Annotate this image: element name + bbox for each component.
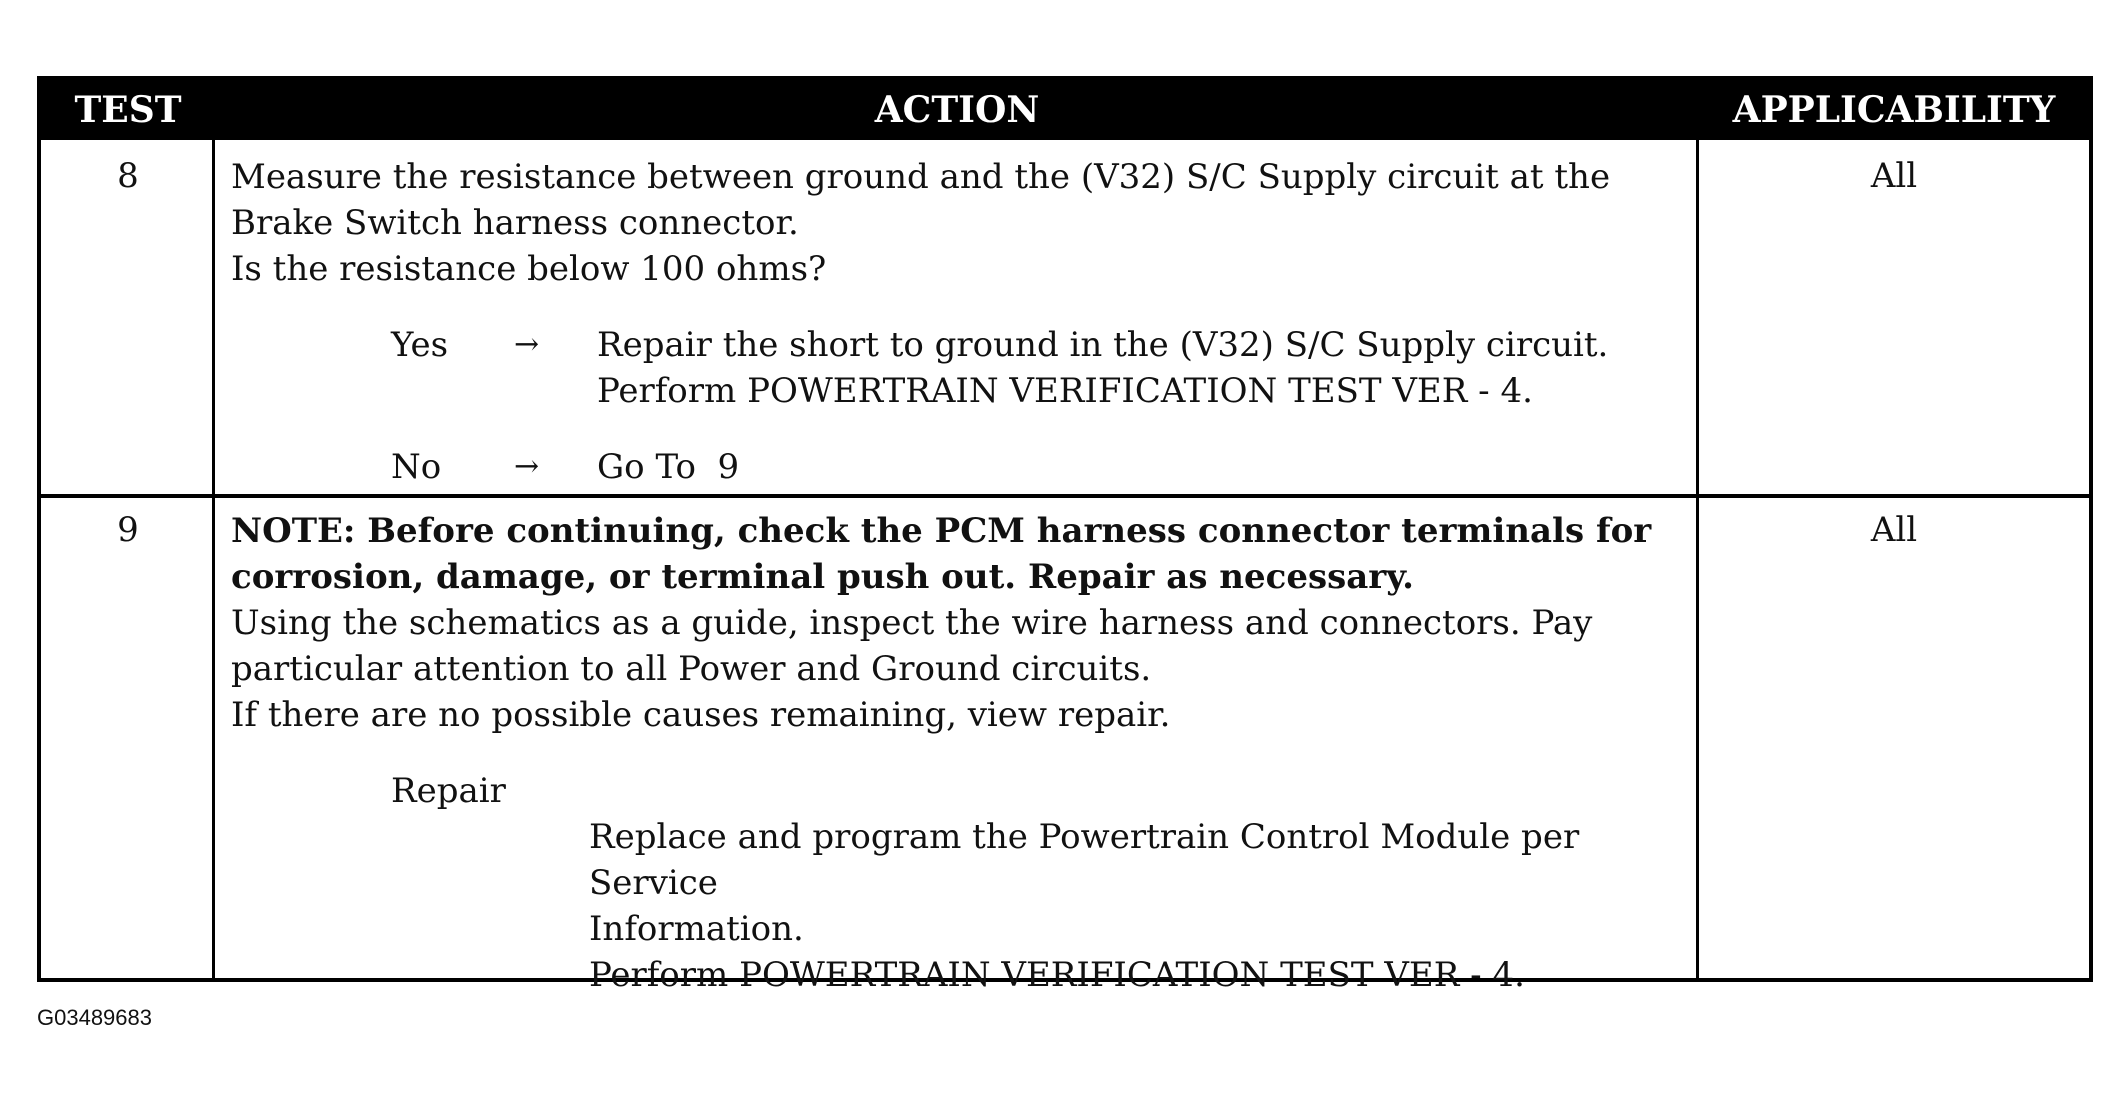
no-response	[231, 444, 1688, 490]
header-applicability: APPLICABILITY	[1732, 89, 2056, 131]
header-test: TEST	[74, 89, 182, 131]
yes-action	[597, 322, 1608, 414]
repair-label: Repair	[391, 771, 506, 811]
yes-action-line: Repair the short to ground in the (V32) S/C Supply circuit.	[597, 325, 1609, 365]
table-row-test-8	[41, 140, 2089, 494]
no-label: No	[391, 447, 442, 487]
repair-line: Perform POWERTRAIN VERIFICATION TEST VER - 4.	[589, 955, 1525, 995]
table-row-test-9	[41, 498, 2089, 995]
table-header	[41, 80, 2089, 140]
figure-id: G03489683	[37, 1005, 152, 1030]
question-line: Is the resistance below 100 ohms?	[231, 249, 827, 289]
yes-action-line: Perform POWERTRAIN VERIFICATION TEST VER - 4.	[597, 371, 1533, 411]
diagnostic-test-table	[37, 76, 2093, 995]
note-line: corrosion, damage, or terminal push out. Repair as necessary.	[231, 557, 1414, 597]
repair-line: Information.	[589, 909, 804, 949]
yes-response	[231, 322, 1688, 414]
body-line: particular attention to all Power and Ground circuits.	[231, 649, 1152, 689]
header-action: ACTION	[874, 89, 1040, 131]
right-arrow-icon: →	[514, 449, 540, 484]
applicability-value: All	[1870, 510, 1918, 550]
test-number: 9	[117, 510, 139, 550]
test-number: 8	[117, 156, 139, 196]
right-arrow-icon: →	[514, 327, 540, 362]
action-cell	[231, 154, 1688, 490]
repair-line: Replace and program the Powertrain Control Module per Service	[589, 817, 1580, 903]
note-line: NOTE: Before continuing, check the PCM harness connector terminals for	[231, 511, 1652, 551]
question-line: Brake Switch harness connector.	[231, 203, 799, 243]
yes-label: Yes	[391, 325, 449, 365]
applicability-value: All	[1870, 156, 1918, 196]
question-line: Measure the resistance between ground and the (V32) S/C Supply circuit at the	[231, 157, 1611, 197]
go-to-link[interactable]: Go To 9	[597, 447, 740, 487]
body-line: Using the schematics as a guide, inspect the wire harness and connectors. Pay	[231, 603, 1593, 643]
action-cell	[231, 508, 1688, 998]
body-line: If there are no possible causes remaining, view repair.	[231, 695, 1171, 735]
